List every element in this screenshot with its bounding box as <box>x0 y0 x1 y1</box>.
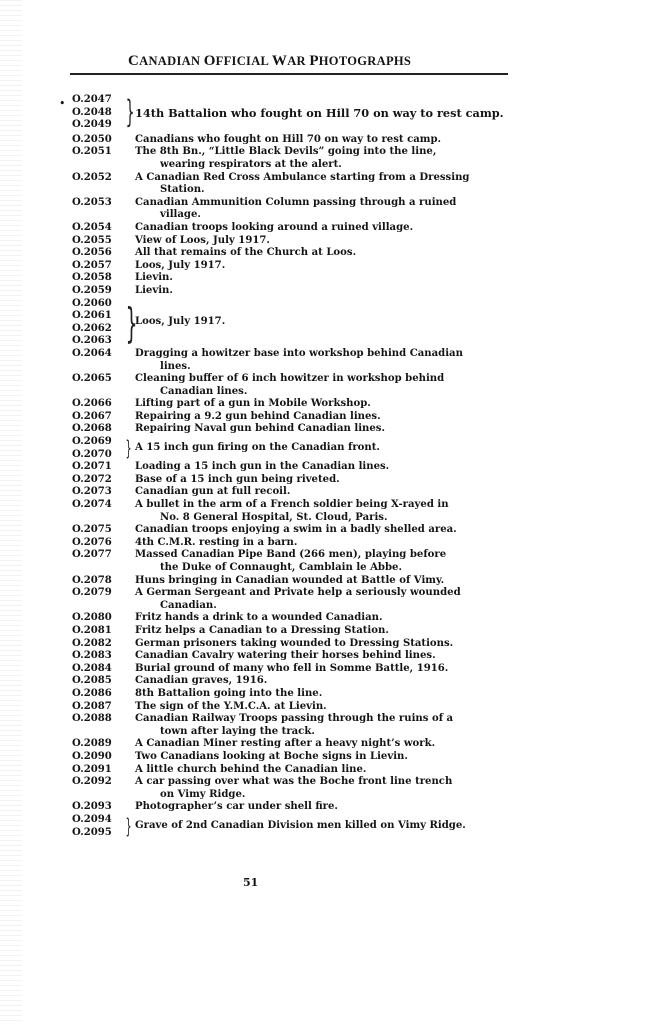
catalogue-entry <box>72 146 520 171</box>
catalogue-entry <box>72 272 520 285</box>
header-word: ANADIAN <box>139 54 204 68</box>
entry-description <box>135 688 520 701</box>
entry-description <box>135 411 520 424</box>
entry-caption: Lievin. <box>135 284 173 296</box>
entry-description <box>135 524 520 537</box>
entry-caption: Massed Canadian Pipe Band (266 men), playing before <box>135 549 447 561</box>
entry-description <box>135 612 520 625</box>
entry-description <box>135 713 520 738</box>
catalogue-entry <box>72 235 520 248</box>
entry-number: O.2053 <box>72 196 112 208</box>
catalogue-entry <box>72 638 520 651</box>
entry-caption: 8th Battalion going into the line. <box>135 687 323 699</box>
catalogue-entry <box>72 549 520 574</box>
entry-caption-continued: Station. <box>160 184 205 196</box>
catalogue-entry <box>72 222 520 235</box>
entry-description <box>135 423 520 436</box>
entry-number: O.2056 <box>72 247 112 259</box>
entry-caption: Canadian graves, 1916. <box>135 675 268 687</box>
entry-description <box>135 801 520 814</box>
entry-number: O.2063 <box>72 335 112 347</box>
entry-description <box>135 348 520 373</box>
catalogue-entry <box>72 713 520 738</box>
entry-caption: Canadian Railway Troops passing through the ruins of a <box>135 713 454 725</box>
entry-caption-continued: Canadian. <box>160 599 217 611</box>
entry-number: O.2060 <box>72 297 112 309</box>
entry-description <box>135 776 520 801</box>
entry-caption-continued: wearing respirators at the alert. <box>160 158 342 170</box>
entry-number: O.2084 <box>72 662 112 674</box>
header-initial: P <box>309 53 319 69</box>
catalogue-entry <box>72 499 520 524</box>
entry-caption-continued: village. <box>160 209 201 221</box>
entry-caption: Canadian troops looking around a ruined village. <box>135 221 414 233</box>
entry-caption: Dragging a howitzer base into workshop behind Canadian <box>135 347 463 359</box>
entry-description <box>135 650 520 663</box>
entry-number: O.2083 <box>72 650 112 662</box>
entry-description <box>135 549 520 574</box>
catalogue-entry <box>72 398 520 411</box>
entry-description <box>135 638 520 651</box>
entry-caption: Huns bringing in Canadian wounded at Battle of Vimy. <box>135 574 445 586</box>
entry-number: O.2054 <box>72 221 112 233</box>
entry-number: O.2071 <box>72 461 112 473</box>
entry-caption: Lievin. <box>135 272 173 284</box>
entry-caption: Canadian troops enjoying a swim in a badly shelled area. <box>135 524 457 536</box>
catalogue-entry <box>72 373 520 398</box>
entry-number: O.2064 <box>72 347 112 359</box>
entry-description: Loos, July 1917. <box>135 316 226 328</box>
entry-caption: Fritz hands a drink to a wounded Canadian. <box>135 612 383 624</box>
header-rule <box>70 73 508 75</box>
header-word: HOTOGRAPHS <box>318 54 412 68</box>
entry-number: O.2051 <box>72 146 112 158</box>
entry-description <box>135 398 520 411</box>
entry-caption: Repairing a 9.2 gun behind Canadian lines. <box>135 410 381 422</box>
entry-number: O.2091 <box>72 763 112 775</box>
entry-description <box>135 235 520 248</box>
catalogue-entry <box>72 348 520 373</box>
entry-number: O.2074 <box>72 499 112 511</box>
catalogue-entry <box>72 285 520 298</box>
entry-description <box>135 751 520 764</box>
entry-number: O.2052 <box>72 171 112 183</box>
entry-description <box>135 461 520 474</box>
catalogue-entry <box>72 801 520 814</box>
entry-number: O.2078 <box>72 574 112 586</box>
catalogue-entry <box>72 688 520 701</box>
entry-caption: Photographer’s car under shell fire. <box>135 801 338 813</box>
group-brace: } <box>125 813 132 838</box>
catalogue-list <box>72 94 520 839</box>
catalogue-group-entry <box>72 436 520 461</box>
entry-number: O.2092 <box>72 776 112 788</box>
entry-description <box>135 663 520 676</box>
entry-description <box>135 222 520 235</box>
catalogue-entry <box>72 738 520 751</box>
entry-description <box>135 260 520 273</box>
catalogue-entry <box>72 524 520 537</box>
entry-caption: The sign of the Y.M.C.A. at Lievin. <box>135 700 327 712</box>
catalogue-group-entry <box>72 94 520 132</box>
page-number: 51 <box>243 876 259 889</box>
entry-caption: View of Loos, July 1917. <box>135 234 270 246</box>
entry-description <box>135 373 520 398</box>
catalogue-entry <box>72 575 520 588</box>
catalogue-entry <box>72 260 520 273</box>
entry-number: O.2068 <box>72 423 112 435</box>
entry-number: O.2057 <box>72 259 112 271</box>
entry-caption: Lifting part of a gun in Mobile Workshop. <box>135 398 371 410</box>
catalogue-entry <box>72 247 520 260</box>
catalogue-entry <box>72 776 520 801</box>
entry-number: O.2048 <box>72 106 112 118</box>
catalogue-entry <box>72 701 520 714</box>
entry-description <box>135 537 520 550</box>
entry-number: O.2047 <box>72 94 112 105</box>
entry-caption: A bullet in the arm of a French soldier being X-rayed in <box>135 499 449 511</box>
entry-caption: Loading a 15 inch gun in the Canadian lines. <box>135 461 390 473</box>
entry-number: O.2059 <box>72 284 112 296</box>
entry-description <box>135 474 520 487</box>
entry-number: O.2086 <box>72 687 112 699</box>
entry-caption: Repairing Naval gun behind Canadian lines. <box>135 423 386 435</box>
catalogue-entry <box>72 625 520 638</box>
entry-number: O.2093 <box>72 801 112 813</box>
entry-caption: German prisoners taking wounded to Dressing Stations. <box>135 637 454 649</box>
entry-caption: A German Sergeant and Private help a seriously wounded <box>135 587 461 599</box>
group-numbers <box>72 94 122 132</box>
header-word: FFICIAL <box>215 54 272 68</box>
entry-number: O.2085 <box>72 675 112 687</box>
entry-caption: A Canadian Miner resting after a heavy night’s work. <box>135 738 436 750</box>
entry-number: O.2055 <box>72 234 112 246</box>
entry-caption: All that remains of the Church at Loos. <box>135 247 357 259</box>
entry-caption-continued: town after laying the track. <box>160 725 315 737</box>
header-initial: O <box>203 53 216 69</box>
entry-description <box>135 499 520 524</box>
header-initial: C <box>128 53 140 69</box>
entry-number: O.2065 <box>72 373 112 385</box>
catalogue-entry <box>72 751 520 764</box>
group-brace: } <box>125 298 138 347</box>
catalogue-entry <box>72 423 520 436</box>
catalogue-entry <box>72 612 520 625</box>
catalogue-entry <box>72 172 520 197</box>
group-numbers <box>72 298 122 348</box>
entry-caption: A Canadian Red Cross Ambulance starting from a Dressing <box>135 171 470 183</box>
running-header <box>128 53 411 70</box>
entry-number: O.2070 <box>72 448 112 460</box>
entry-caption: 4th C.M.R. resting in a barn. <box>135 536 298 548</box>
entry-number: O.2076 <box>72 536 112 548</box>
catalogue-group-entry <box>72 814 520 839</box>
catalogue-entry <box>72 675 520 688</box>
catalogue-entry <box>72 134 520 147</box>
entry-caption: Burial ground of many who fell in Somme Battle, 1916. <box>135 662 449 674</box>
entry-description <box>135 197 520 222</box>
entry-number: O.2067 <box>72 410 112 422</box>
entry-description: Grave of 2nd Canadian Division men killed on Vimy Ridge. <box>135 820 466 832</box>
entry-description <box>135 738 520 751</box>
entry-description <box>135 272 520 285</box>
entry-caption: Cleaning buffer of 6 inch howitzer in workshop behind <box>135 373 445 385</box>
entry-caption-continued: the Duke of Connaught, Camblain le Abbe. <box>160 562 402 574</box>
entry-caption-continued: lines. <box>160 360 191 372</box>
header-initial: W <box>271 53 288 69</box>
catalogue-entry <box>72 537 520 550</box>
catalogue-entry <box>72 461 520 474</box>
header-word: AR <box>287 54 310 68</box>
entry-number: O.2087 <box>72 700 112 712</box>
entry-caption-continued: Canadian lines. <box>160 385 248 397</box>
entry-number: O.2090 <box>72 750 112 762</box>
entry-description <box>135 285 520 298</box>
entry-caption-continued: No. 8 General Hospital, St. Cloud, Paris. <box>160 511 388 523</box>
entry-description <box>135 625 520 638</box>
entry-number: O.2069 <box>72 436 112 448</box>
entry-number: O.2079 <box>72 587 112 599</box>
entry-description <box>135 486 520 499</box>
entry-caption: Loos, July 1917. <box>135 259 226 271</box>
entry-number: O.2089 <box>72 738 112 750</box>
entry-number: O.2072 <box>72 473 112 485</box>
group-numbers <box>72 436 122 461</box>
entry-caption-continued: on Vimy Ridge. <box>160 788 246 800</box>
entry-description <box>135 575 520 588</box>
entry-description: A 15 inch gun firing on the Canadian front. <box>135 442 380 454</box>
group-numbers <box>72 814 122 839</box>
entry-number: O.2050 <box>72 133 112 145</box>
entry-number: O.2082 <box>72 637 112 649</box>
catalogue-entry <box>72 663 520 676</box>
entry-caption: The 8th Bn., “Little Black Devils” going into the line, <box>135 146 437 158</box>
entry-number: O.2075 <box>72 524 112 536</box>
entry-number: O.2088 <box>72 713 112 725</box>
group-brace: } <box>125 436 132 461</box>
entry-description <box>135 701 520 714</box>
entry-number: O.2095 <box>72 826 112 838</box>
entry-description <box>135 134 520 147</box>
entry-description <box>135 587 520 612</box>
entry-caption: Canadian gun at full recoil. <box>135 486 291 498</box>
entry-caption: Canadians who fought on Hill 70 on way to rest camp. <box>135 133 442 145</box>
catalogue-entry <box>72 474 520 487</box>
group-brace: } <box>125 94 135 130</box>
entry-number: O.2077 <box>72 549 112 561</box>
entry-number: O.2061 <box>72 310 112 322</box>
entry-description <box>135 146 520 171</box>
entry-description <box>135 247 520 260</box>
entry-caption: Base of a 15 inch gun being riveted. <box>135 473 340 485</box>
entry-caption: A car passing over what was the Boche front line trench <box>135 776 453 788</box>
entry-number: O.2062 <box>72 322 112 334</box>
catalogue-entry <box>72 587 520 612</box>
catalogue-entry <box>72 764 520 777</box>
catalogue-entry <box>72 650 520 663</box>
entry-caption: Canadian Ammunition Column passing through a ruined <box>135 196 457 208</box>
entry-description: 14th Battalion who fought on Hill 70 on way to rest camp. <box>135 105 504 120</box>
catalogue-group-entry <box>72 298 520 348</box>
entry-number: O.2081 <box>72 625 112 636</box>
entry-number: O.2080 <box>72 612 112 624</box>
entry-caption: Canadian Cavalry watering their horses behind lines. <box>135 650 436 662</box>
entry-caption: Two Canadians looking at Boche signs in Lievin. <box>135 750 408 762</box>
entry-number: O.2066 <box>72 398 112 410</box>
catalogue-entry <box>72 411 520 424</box>
entry-number: O.2058 <box>72 272 112 284</box>
entry-number: O.2094 <box>72 813 112 825</box>
entry-description <box>135 764 520 777</box>
entry-caption: Fritz helps a Canadian to a Dressing Station. <box>135 625 389 636</box>
scan-edge-noise <box>0 0 22 1024</box>
catalogue-entry <box>72 197 520 222</box>
entry-number: O.2049 <box>72 119 112 131</box>
entry-caption: A little church behind the Canadian line. <box>135 763 367 775</box>
catalogue-entry <box>72 486 520 499</box>
margin-bullet: • <box>59 97 66 110</box>
entry-description <box>135 675 520 688</box>
entry-number: O.2073 <box>72 486 112 498</box>
entry-description <box>135 172 520 197</box>
